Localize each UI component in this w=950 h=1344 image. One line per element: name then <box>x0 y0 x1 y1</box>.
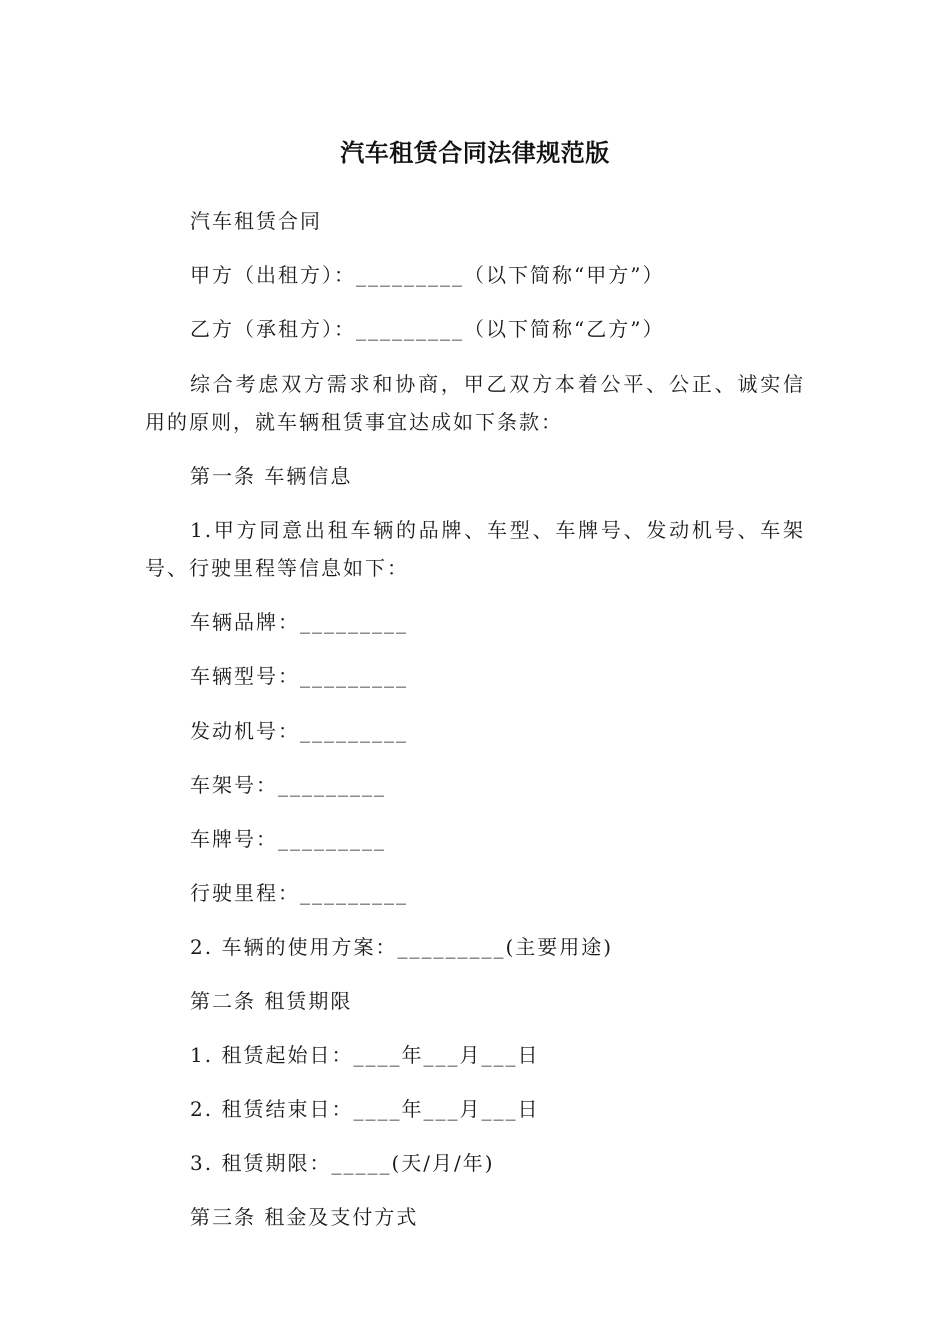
field-engine-number: 发动机号：_________ <box>190 719 408 743</box>
field-lease-end: 2. 租赁结束日：____年___月___日 <box>190 1097 540 1121</box>
paragraph-party-b: 乙方（承租方）：_________（以下简称“乙方”） <box>190 317 665 341</box>
field-vin: 车架号：_________ <box>190 773 386 797</box>
paragraph-preamble: 综合考虑双方需求和协商，甲乙双方本着公平、公正、诚实信用的原则，就车辆租赁事宜达成如下条款： <box>145 372 805 434</box>
document-title: 汽车租赁合同法律规范版 <box>340 139 610 167</box>
field-plate-number: 车牌号：_________ <box>190 827 386 851</box>
field-vehicle-brand: 车辆品牌：_________ <box>190 610 408 634</box>
field-lease-term: 3. 租赁期限：_____(天/月/年) <box>190 1151 495 1175</box>
article-1-heading: 第一条 车辆信息 <box>190 464 353 488</box>
field-vehicle-model: 车辆型号：_________ <box>190 664 408 688</box>
paragraph-party-a: 甲方（出租方）：_________（以下简称“甲方”） <box>190 263 665 287</box>
field-lease-start: 1. 租赁起始日：____年___月___日 <box>190 1043 540 1067</box>
field-usage-plan: 2. 车辆的使用方案：_________(主要用途) <box>190 935 614 959</box>
paragraph-contract-heading: 汽车租赁合同 <box>190 209 322 233</box>
article-3-heading: 第三条 租金及支付方式 <box>190 1205 419 1229</box>
field-mileage: 行驶里程：_________ <box>190 881 408 905</box>
paragraph-vehicle-info-intro: 1.甲方同意出租车辆的品牌、车型、车牌号、发动机号、车架号、行驶里程等信息如下： <box>145 518 805 580</box>
article-2-heading: 第二条 租赁期限 <box>190 989 353 1013</box>
